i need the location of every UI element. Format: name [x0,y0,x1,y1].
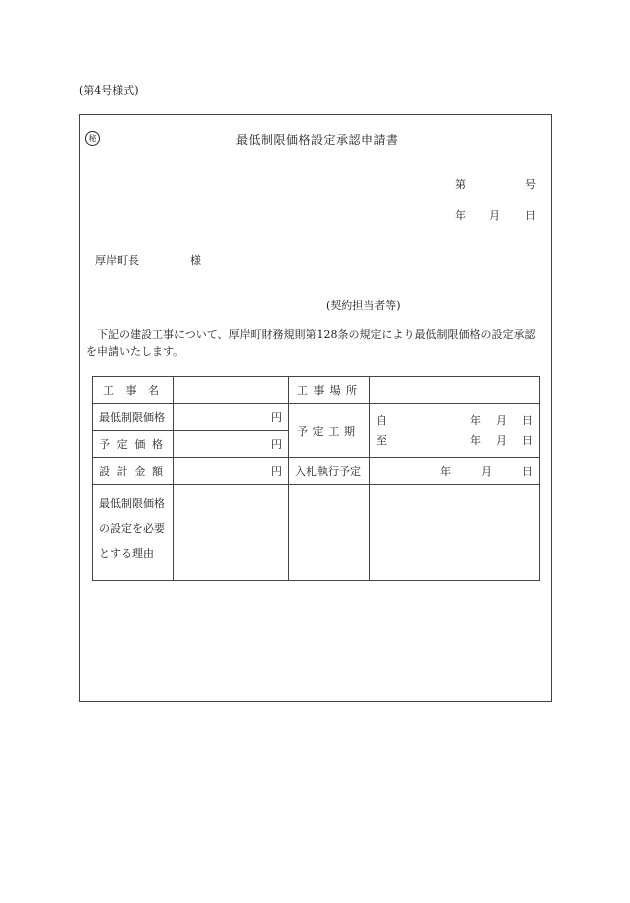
design-amount-value[interactable] [174,458,289,485]
design-amount-yen: 円 [271,465,282,478]
bid-schedule-value[interactable]: 年 月 日 [370,458,540,485]
construction-site-label: 工 事 場 所 [289,377,370,404]
min-price-label: 最低制限価格 [93,404,174,431]
addressee-name: 厚岸町長 [95,254,139,267]
period-to-row: 至 年 月 日 [376,431,533,451]
reason-label: 最低制限価格 の設定を必要 とする理由 [93,485,174,581]
planned-price-label: 予 定 価 格 [93,431,174,458]
planned-price-value[interactable] [174,431,289,458]
addressee-honorific: 様 [190,254,201,267]
reason-value-2[interactable] [289,485,370,581]
date-year: 年 [455,209,466,222]
period-to-label: 至 [376,433,387,447]
period-from-row: 自 年 月 日 [376,411,533,431]
date-month: 月 [489,209,500,222]
form-number: (第4号様式) [79,84,139,97]
design-amount-label: 設 計 金 額 [93,458,174,485]
date-day: 日 [525,209,536,222]
construction-name-value[interactable] [174,377,289,404]
period-label: 予 定 工 期 [289,404,370,458]
reason-value-3[interactable] [370,485,540,581]
reason-value-1[interactable] [174,485,289,581]
body-text-content: 下記の建設工事について、厚岸町財務規則第128条の規定により最低制限価格の設定承認を申請いたします。 [86,328,536,358]
secret-stamp: 秘 [85,131,100,146]
number-label: 第 [455,178,466,191]
application-table [92,376,540,581]
document-title: 最低制限価格設定承認申請書 [236,133,399,147]
body-text [86,326,546,360]
min-price-value[interactable] [174,404,289,431]
contract-officer-label: (契約担当者等) [326,299,401,312]
construction-site-value[interactable] [370,377,540,404]
bid-schedule-label: 入札執行予定 [289,458,370,485]
period-value[interactable] [370,404,540,458]
construction-name-label: 工 事 名 [93,377,174,404]
period-from-label: 自 [376,413,387,427]
number-suffix: 号 [525,178,536,191]
planned-price-yen: 円 [271,438,282,451]
min-price-yen: 円 [271,411,282,424]
